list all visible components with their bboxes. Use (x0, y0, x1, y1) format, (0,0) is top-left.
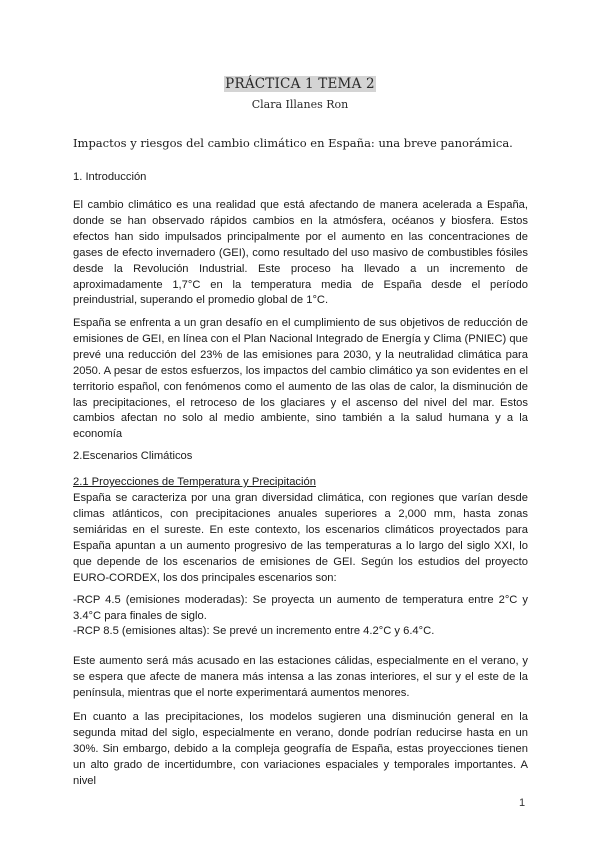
section-heading-escenarios: 2.Escenarios Climáticos (73, 450, 193, 462)
list-item-rcp85: -RCP 8.5 (emisiones altas): Se prevé un incremento entre 4.2°C y 6.4°C. (73, 625, 435, 637)
paragraph-intro-2: España se enfrenta a un gran desafío en el cumplimiento de sus objetivos de reducción de emisiones de GEI, en línea con el Plan Nacional Integrado de Energía y Clima (PNIEC) que prevé una reducción del 23% de las emisiones para 2030, y la neutralidad climática para 2050. A pesar de estos esfuerzos, los impactos del cambio climático ya son evidentes en el territorio español, con fenómenos como el aumento de las olas de calor, la disminución de las precipitaciones, el retroceso de los glaciares y el ascenso del nivel del mar. Estos cambios afectan no solo al medio ambiente, sino también a la salud humana y a la economía (73, 317, 528, 441)
subsection-heading-proyecciones: 2.1 Proyecciones de Temperatura y Precipitación (73, 476, 316, 488)
document-title-text: PRÁCTICA 1 TEMA 2 (225, 76, 375, 92)
paragraph-intro-1: El cambio climático es una realidad que está afectando de manera acelerada a España, donde se han observado rápidos cambios en la atmósfera, océanos y biosfera. Estos efectos han sido impulsados principalmente por el aumento en las concentraciones de gases de efecto invernadero (GEI), como resultado del uso masivo de combustibles fósiles desde la Revolución Industrial. Este proceso ha llevado a un incremento de aproximadamente 1,7°C en la temperatura media de España desde el período preindustrial, superando el promedio global de 1°C. (73, 199, 528, 307)
document-author: Clara Illanes Ron (251, 98, 349, 111)
list-item-rcp45: -RCP 4.5 (emisiones moderadas): Se proyecta un aumento de temperatura entre 2°C y 3.4°C para finales de siglo. (73, 594, 528, 622)
section-heading-introduccion: 1. Introducción (73, 171, 147, 183)
paragraph-precipitaciones: En cuanto a las precipitaciones, los modelos sugieren una disminución general en la segunda mitad del siglo, especialmente en verano, donde podrían reducirse hasta en un 30%. Sin embargo, debido a la compleja geografía de España, estas proyecciones tienen un alto grado de incertidumbre, con variaciones espaciales y temporales importantes. A nivel (73, 711, 528, 787)
paragraph-estaciones: Este aumento será más acusado en las estaciones cálidas, especialmente en el verano, y se espera que afecte de manera más intensa a las zonas interiores, el sur y el este de la península, mientras que el norte experimentará aumentos menores. (73, 655, 528, 699)
document-subtitle: Impactos y riesgos del cambio climático en España: una breve panorámica. (73, 136, 513, 150)
document-title (0, 76, 600, 92)
paragraph-proyecciones: España se caracteriza por una gran diversidad climática, con regiones que varían desde climas atlánticos, con precipitaciones anuales superiores a 2,000 mm, hasta zonas semiáridas en el sureste. En este contexto, los escenarios climáticos proyectados para España apuntan a un aumento progresivo de las temperaturas a lo largo del siglo XXI, lo que depende de los escenarios de emisiones de GEI. Según los estudios del proyecto EURO-CORDEX, los dos principales escenarios son: (73, 492, 528, 584)
page-number: 1 (519, 797, 526, 809)
